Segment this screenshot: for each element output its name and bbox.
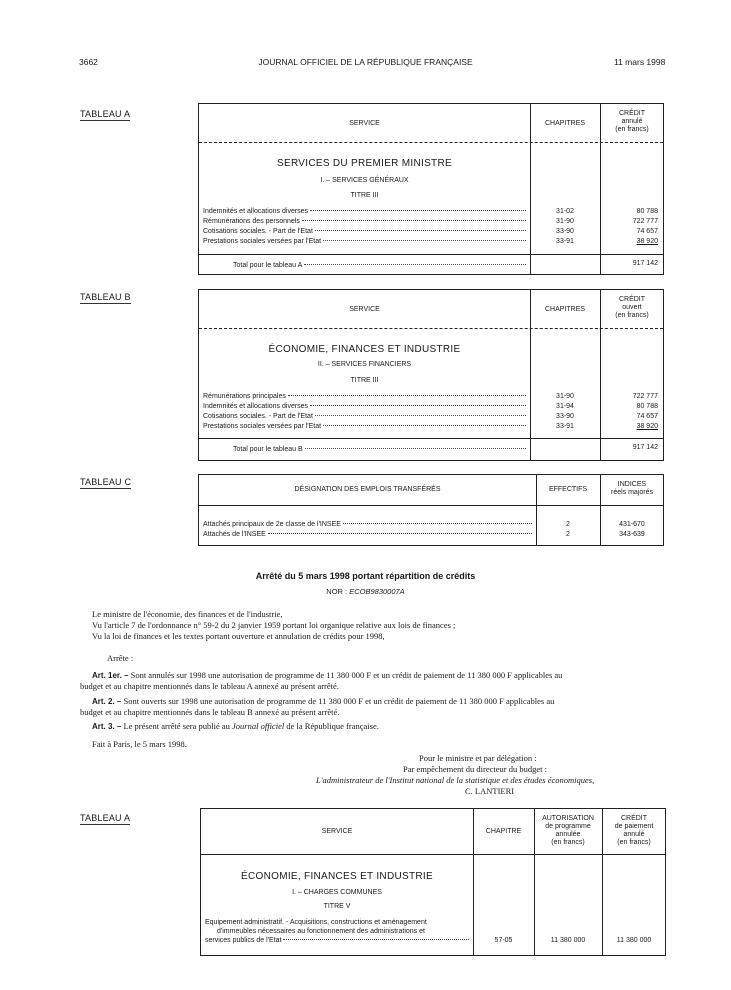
chapter-code: 33-91 bbox=[556, 423, 574, 430]
budget-line-desc-3: services publics de l'Etat bbox=[205, 937, 471, 944]
article-1: Art. 1er. – Sont annulés sur 1998 une autorisation de programme de 11 380 000 F et un crédit de paiement de 11 380 000 F applicables au bbox=[92, 670, 563, 680]
signature-line-1: Pour le ministre et par délégation : bbox=[419, 753, 537, 763]
col-header-service: SERVICE bbox=[321, 828, 353, 835]
credit-amount: 11 380 000 bbox=[616, 937, 652, 944]
effectif-value: 2 bbox=[566, 531, 570, 538]
table-row: Indemnités et allocations diverses bbox=[203, 208, 528, 215]
chapter-code: 31-90 bbox=[556, 218, 574, 225]
vu-1: Vu l'article 7 de l'ordonnance n° 59-2 du 2 janvier 1959 portant loi organique relative aux lois de finances ; bbox=[92, 620, 456, 630]
col-header-indices: INDICES réels majorés bbox=[610, 481, 653, 497]
ministry-title: SERVICES DU PREMIER MINISTRE bbox=[277, 158, 452, 169]
ministry-title: ÉCONOMIE, FINANCES ET INDUSTRIE bbox=[241, 871, 433, 882]
total-amount: 917 142 bbox=[632, 444, 658, 451]
table-row: Indemnités et allocations diverses bbox=[203, 403, 528, 410]
page-number: 3662 bbox=[79, 57, 98, 67]
issue-date: 11 mars 1998 bbox=[614, 57, 666, 67]
col-header-designation: DÉSIGNATION DES EMPLOIS TRANSFÉRÉS bbox=[294, 486, 441, 493]
indices-value: 343-639 bbox=[619, 531, 645, 538]
titre-label: TITRE III bbox=[350, 377, 379, 384]
col-header-service: SERVICE bbox=[349, 306, 380, 313]
signature-name: C. LANTIERI bbox=[465, 786, 515, 796]
amount: 722 777 bbox=[632, 393, 658, 400]
amount: 74 657 bbox=[636, 228, 658, 235]
section-title: II. – SERVICES FINANCIERS bbox=[317, 361, 412, 368]
titre-label: TITRE V bbox=[323, 903, 351, 910]
fait-a-paris: Fait à Paris, le 5 mars 1998. bbox=[92, 739, 187, 749]
amount: 80 788 bbox=[636, 403, 658, 410]
chapter-code: 31-94 bbox=[556, 403, 574, 410]
table-a-label: TABLEAU A bbox=[80, 109, 131, 119]
chapter-code: 33-90 bbox=[556, 413, 574, 420]
col-header-chapitres: CHAPITRES bbox=[544, 306, 586, 313]
amount: 38 920 bbox=[636, 423, 658, 430]
table-a bbox=[198, 103, 664, 275]
signature-line-3: L'administrateur de l'Institut national de la statistique et des études économiques, bbox=[316, 775, 595, 785]
table-c-label: TABLEAU C bbox=[80, 477, 132, 487]
arrete-intro: Le ministre de l'économie, des finances et de l'industrie, bbox=[92, 609, 283, 619]
table-row: Attachés de l'INSEE bbox=[203, 531, 534, 538]
article-3: Art. 3. – Le présent arrêté sera publié au Journal officiel de la République française. bbox=[92, 721, 379, 731]
amount: 74 657 bbox=[636, 413, 658, 420]
table-row: Cotisations sociales. - Part de l'Etat bbox=[203, 413, 528, 420]
col-header-autorisation: AUTORISATION de programme annulée (en francs) bbox=[542, 815, 594, 847]
col-header-service: SERVICE bbox=[349, 120, 380, 127]
total-row: Total pour le tableau B bbox=[233, 446, 528, 453]
col-header-credit: CRÉDIT ouvert (en francs) bbox=[615, 296, 649, 320]
article-2: Art. 2. – Sont ouverts sur 1998 une autorisation de programme de 11 380 000 F et un crédit de paiement de 11 380 000 F applicables au bbox=[92, 696, 555, 706]
col-header-credit: CRÉDIT de paiement annulé (en francs) bbox=[614, 815, 654, 847]
budget-line-desc-1: Equipement administratif. - Acquisitions, constructions et aménagement bbox=[205, 919, 427, 926]
authorization-amount: 11 380 000 bbox=[550, 937, 586, 944]
amount: 722 777 bbox=[632, 218, 658, 225]
col-header-chapitres: CHAPITRES bbox=[544, 120, 586, 127]
indices-value: 431-670 bbox=[619, 521, 645, 528]
table-a2-label: TABLEAU A bbox=[80, 813, 131, 823]
chapter-code: 33-91 bbox=[556, 238, 574, 245]
table-a2 bbox=[200, 808, 666, 956]
titre-label: TITRE III bbox=[350, 192, 379, 199]
chapter-code: 31-02 bbox=[556, 208, 574, 215]
col-header-chapitre: CHAPITRE bbox=[485, 828, 522, 835]
table-c bbox=[198, 474, 664, 546]
table-row: Prestations sociales versées par l'Etat bbox=[203, 423, 528, 430]
chapter-code: 31-90 bbox=[556, 393, 574, 400]
chapter-code: 33-90 bbox=[556, 228, 574, 235]
effectif-value: 2 bbox=[566, 521, 570, 528]
amount: 80 788 bbox=[636, 208, 658, 215]
table-row: Cotisations sociales. - Part de l'Etat bbox=[203, 228, 528, 235]
table-row: Rémunérations principales bbox=[203, 393, 528, 400]
signature-line-2: Par empêchement du directeur du budget : bbox=[403, 764, 547, 774]
amount: 38 920 bbox=[636, 238, 658, 245]
vu-2: Vu la loi de finances et les textes portant ouverture et annulation de crédits pour 1998, bbox=[92, 631, 385, 641]
article-2-cont: budget et au chapitre mentionnés dans le tableau B annexé au présent arrêté. bbox=[80, 707, 340, 717]
table-b-label: TABLEAU B bbox=[80, 292, 131, 302]
journal-title: JOURNAL OFFICIEL DE LA RÉPUBLIQUE FRANÇAISE bbox=[258, 57, 473, 67]
chapter-code: 57-05 bbox=[494, 937, 513, 944]
arrete-word: Arrête : bbox=[107, 653, 134, 663]
total-amount: 917 142 bbox=[632, 260, 658, 267]
col-header-effectifs: EFFECTIFS bbox=[548, 486, 588, 493]
section-title: I. – SERVICES GÉNÉRAUX bbox=[320, 177, 409, 184]
col-header-credit: CRÉDIT annulé (en francs) bbox=[615, 110, 649, 134]
ministry-title: ÉCONOMIE, FINANCES ET INDUSTRIE bbox=[268, 344, 461, 355]
table-row: Rémunérations des personnels bbox=[203, 218, 528, 225]
arrete-title: Arrêté du 5 mars 1998 portant répartition de crédits bbox=[255, 571, 476, 581]
nor-reference: NOR : ECOB9830007A bbox=[326, 587, 405, 596]
table-row: Attachés principaux de 2e classe de l'INSEE bbox=[203, 521, 534, 528]
budget-line-desc-2: d'immeubles nécessaires au fonctionnement des administrations et bbox=[217, 928, 425, 935]
table-row: Prestations sociales versées par l'Etat bbox=[203, 238, 528, 245]
section-title: I. – CHARGES COMMUNES bbox=[292, 889, 382, 896]
total-row: Total pour le tableau A bbox=[233, 262, 528, 269]
table-b bbox=[198, 289, 664, 461]
article-1-cont: budget et au chapitre mentionnés dans le tableau A annexé au présent arrêté. bbox=[80, 681, 339, 691]
